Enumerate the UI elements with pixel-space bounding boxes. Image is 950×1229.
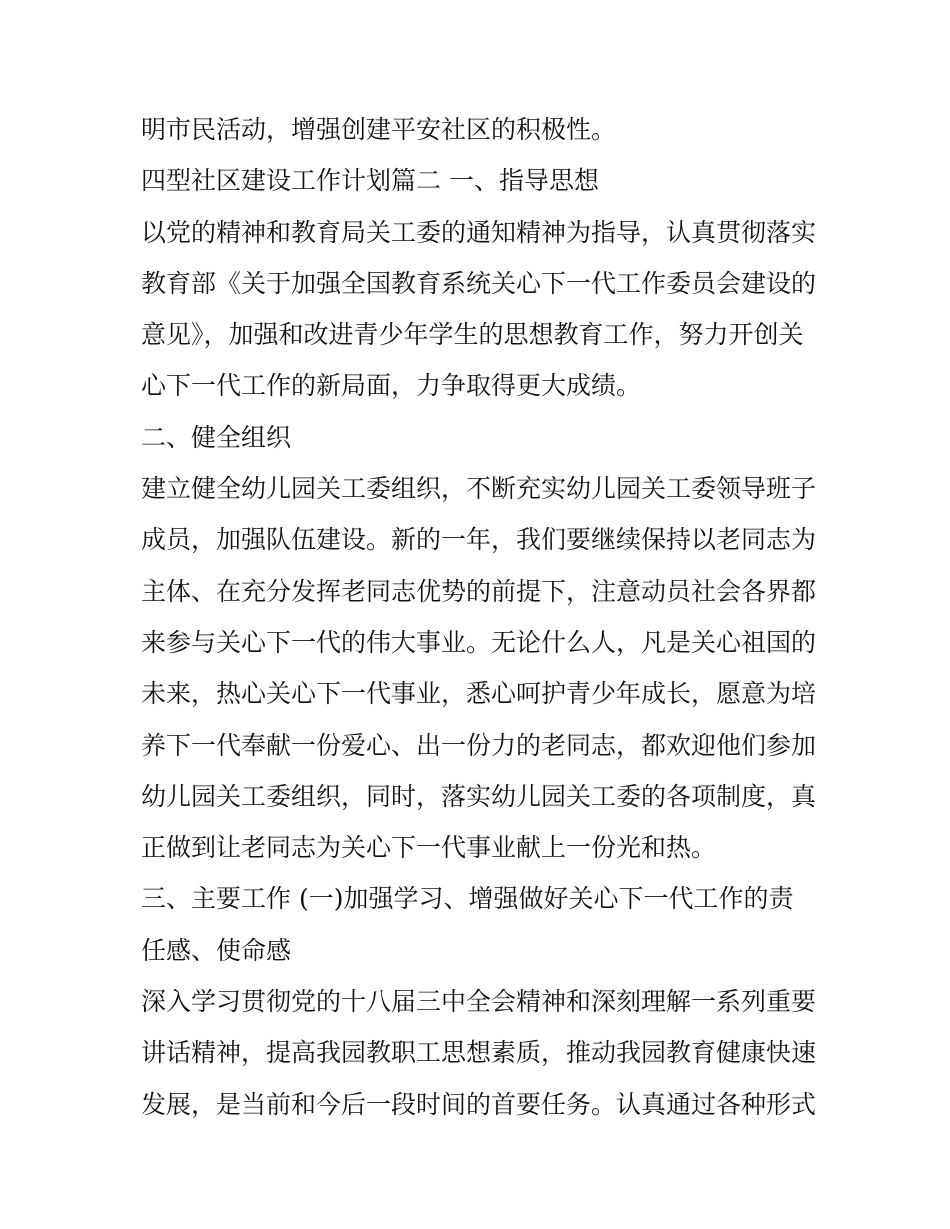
text-line: 主体、在充分发挥老同志优势的前提下，注意动员社会各界都 [141, 576, 817, 606]
text-line: 未来，热心关心下一代事业，悉心呵护青少年成长，愿意为培 [141, 679, 817, 709]
text-line: 养下一代奉献一份爱心、出一份力的老同志，都欢迎他们参加 [141, 730, 817, 760]
section-heading-line: 二、健全组织 [141, 422, 292, 452]
section-heading-line: 四型社区建设工作计划篇二 一、指导思想 [141, 166, 599, 196]
text-line: 教育部《关于加强全国教育系统关心下一代工作委员会建设的 [141, 268, 817, 298]
text-line: 成员，加强队伍建设。新的一年，我们要继续保持以老同志为 [141, 525, 817, 555]
text-line: 幼儿园关工委组织，同时，落实幼儿园关工委的各项制度，真 [141, 781, 817, 811]
section-heading-line: 三、主要工作 (一)加强学习、增强做好关心下一代工作的责 [141, 884, 794, 914]
text-line: 正做到让老同志为关心下一代事业献上一份光和热。 [141, 833, 717, 863]
text-line: 心下一代工作的新局面，力争取得更大成绩。 [141, 371, 642, 401]
text-line: 意见》，加强和改进青少年学生的思想教育工作，努力开创关 [141, 320, 804, 350]
text-line: 发展，是当前和今后一段时间的首要任务。认真通过各种形式 [141, 1089, 817, 1119]
text-line: 明市民活动，增强创建平安社区的积极性。 [141, 115, 617, 144]
text-line: 来参与关心下一代的伟大事业。无论什么人，凡是关心祖国的 [141, 627, 817, 657]
text-line: 建立健全幼儿园关工委组织，不断充实幼儿园关工委领导班子 [141, 474, 817, 504]
text-line: 深入学习贯彻党的十八届三中全会精神和深刻理解一系列重要 [141, 987, 817, 1017]
text-line: 讲话精神，提高我园教职工思想素质，推动我园教育健康快速 [141, 1038, 817, 1068]
text-line: 以党的精神和教育局关工委的通知精神为指导，认真贯彻落实 [141, 217, 817, 247]
document-body [141, 104, 821, 1130]
section-heading-line: 任感、使命感 [141, 935, 292, 965]
